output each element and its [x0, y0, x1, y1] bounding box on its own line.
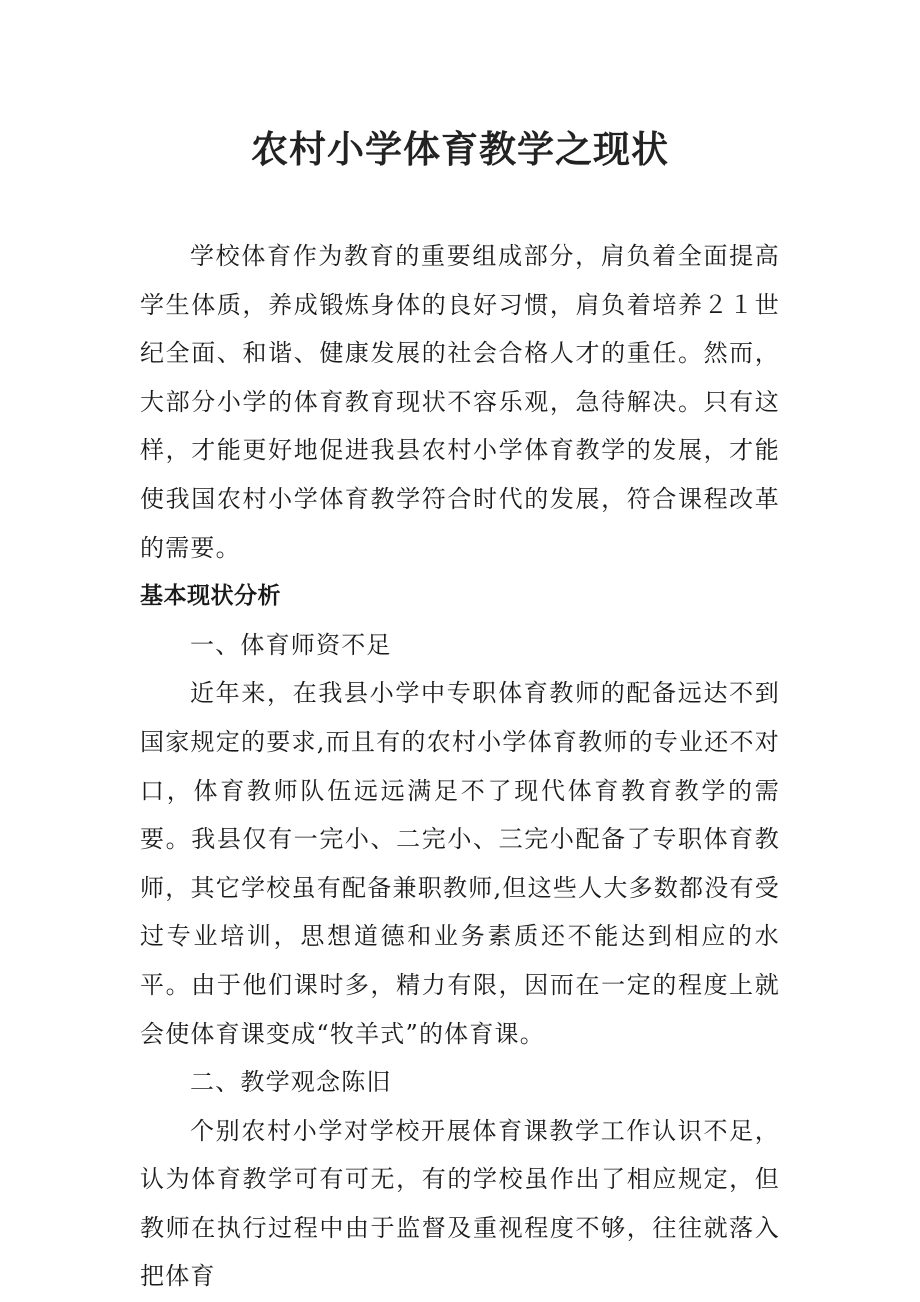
document-title: 农村小学体育教学之现状	[251, 128, 669, 171]
intro-paragraph: 学校体育作为教育的重要组成部分，肩负着全面提高学生体质，养成锻炼身体的良好习惯，肩负着培养２１世纪全面、和谐、健康发展的社会合格人才的重任。然而，大部分小学的体育教育现状不容乐观，急待解决。只有这样，才能更好地促进我县农村小学体育教学的发展，才能使我国农村小学体育教学符合时代的发展，符合课程改革的需要。	[140, 242, 780, 562]
document-body	[140, 232, 780, 1301]
section-heading: 基本现状分析	[140, 583, 281, 610]
subsection-paragraph-1: 近年来，在我县小学中专职体育教师的配备远达不到国家规定的要求,而且有的农村小学体育教师的专业还不对口，体育教师队伍远远满足不了现代体育教育教学的需要。我县仅有一完小、二完小、三完小配备了专职体育教师，其它学校虽有配备兼职教师,但这些人大多数都没有受过专业培训，思想道德和业务素质还不能达到相应的水平。由于他们课时多，精力有限，因而在一定的程度上就会使体育课变成“牧羊式”的体育课。	[140, 679, 780, 1048]
subsection-paragraph-2: 个别农村小学对学校开展体育课教学工作认识不足，认为体育教学可有可无，有的学校虽作出了相应规定，但教师在执行过程中由于监督及重视程度不够，往往就落入把体育	[140, 1116, 780, 1291]
subsection-heading-1: 一、体育师资不足	[190, 630, 392, 659]
subsection-heading-2: 二、教学观念陈旧	[190, 1068, 392, 1097]
